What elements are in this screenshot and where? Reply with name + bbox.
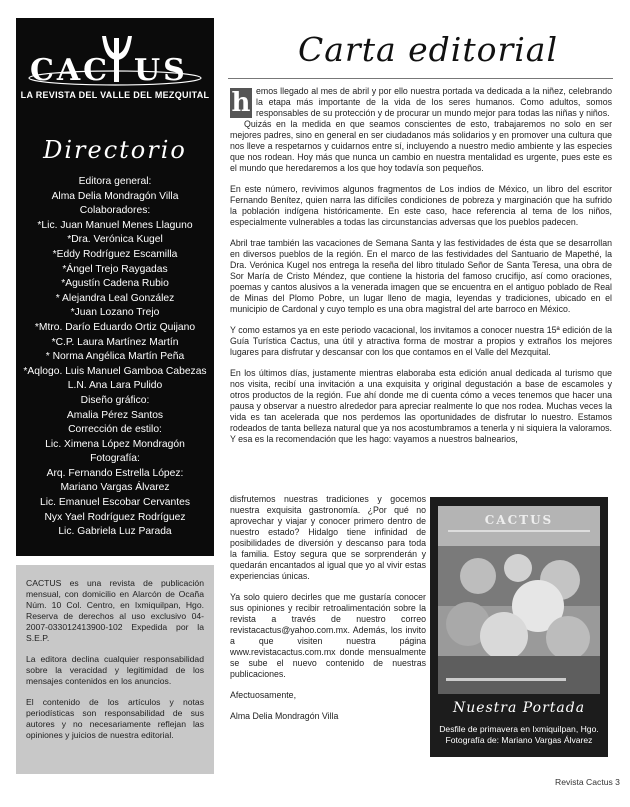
responsibility-text: El contenido de los artículos y notas periodísticas son responsabilidad de sus autores y no necesariamente reflejan las opiniones y juicios de nuestra editorial. [26,697,204,740]
publication-info-box [16,565,214,774]
article-paragraph: En los últimos días, justamente mientras elaboraba esta edición anual dedicada al turismo que nos visita, recibí una invitación a una exquisita y original degustación a base de escamoles y otros productos de la región. Fue ahí donde me di cuenta cómo a veces tenemos que hacer una pausa y observar a nuestro alrededor para apreciar realmente lo que nos rodea. Muchas veces la vida es tan acelerada que nos perdemos las oportunidades de disfrutar lo nuestro. Estamos rodeados de tanta belleza natural que ya nos acostumbramos a tenerla y ni siquiera la valoramos. Y esa es la recomendación que les hago: vayamos a nuestros balnearios, [230,368,612,444]
directory-entry: *C.P. Laura Martínez Martín [51,336,179,348]
title-divider [228,78,613,79]
directory-entry: *Mtro. Darío Eduardo Ortiz Quijano [34,321,196,333]
directory-entry: Nyx Yael Rodríguez Rodríguez [44,511,186,523]
directory-entry: *Juan Lozano Trejo [70,307,160,319]
article-body [230,86,612,455]
directory-title: Directorio [43,136,187,164]
directory-entry: * Norma Angélica Martín Peña [45,351,185,363]
article-paragraph: Ya solo quiero decirles que me gustaría conocer sus opiniones y recibir retroalimentación sobre la revista a través de nuestro correo revistacactus@yahoo.com.mx. Además, los invito a que visiten nuestra página www.revistacactus.com.mx donde mensualmente se sube el nuevo contenido de nuestras publicaciones. [230,592,426,679]
cover-panel [430,497,608,757]
directory-entry: Editora general: [78,176,152,187]
directory-entry: *Dra. Verónica Kugel [67,234,163,246]
svg-text:US: US [134,53,188,88]
directory-entry: Fotografía: [90,453,140,465]
cover-caption [434,724,604,745]
cover-caption-line: Desfile de primavera en Ixmiquilpan, Hgo. [439,724,599,734]
cover-photo-graphic [438,506,600,694]
article-title: Carta editorial [298,30,559,69]
cactus-logo-graphic [22,30,208,90]
directory-entry: *Ángel Trejo Raygadas [62,263,168,275]
drop-cap: h [231,88,251,118]
directory-panel [16,18,214,556]
directory-entry: *Agustín Cadena Rubio [61,278,169,290]
svg-text:CAC: CAC [30,53,111,88]
article-body-lower [230,494,426,732]
disclaimer-text: La editora declina cualquier responsabilidad sobre la veracidad y legitimidad de los mensajes contenidos en los anuncios. [26,654,204,686]
directory-entry: Alma Delia Mondragón Villa [51,190,179,202]
publication-info-text: CACTUS es una revista de publicación mensual, con domicilio en Alarcón de Ocaña Núm. 10 Col. Centro, en Ixmiquilpan, Hgo. Reserva de derechos al uso exclusivo 04-2007-033012413900-102 Expedida por la S.E.P. [26,578,204,643]
directory-entry: Amalia Pérez Santos [66,409,164,421]
signature: Alma Delia Mondragón Villa [230,711,339,721]
page-footer: Revista Cactus 3 [555,777,620,787]
cactus-logo [22,30,208,90]
directory-entry: * Alejandra Leal González [55,292,175,304]
directory-entry: Colaboradores: [79,205,151,217]
cover-title: Nuestra Portada [452,700,586,716]
directory-entry: *Lic. Juan Manuel Menes Llaguno [37,219,193,231]
article-paragraph: Quizás en la medida en que seamos conscientes de esto, trabajaremos no solo en ser mejores padres, sino en general en ser ciudadanos más solidarios y en promover una cultura que nos lleve a respetarnos y cuidarnos entre sí, incluyendo a nuestro medio ambiente y las especies que nos rodean. Hoy más que nunca un cambio en nuestra mentalidad es urgente, pues este es el mundo que heredaremos a los que hoy todavía son pequeños. [230,119,612,173]
directory-entry: Lic. Ximena López Mondragón [45,438,185,450]
article-paragraph: h emos llegado al mes de abril y por ello nuestra portada va dedicada a la niñez, celebrando la etapa más importante de la vida de los seres humanos. Como adultos, somos responsables de su protección y de procurar un mundo mejor para todas las niñas y niños. [231,86,612,118]
directory-entry: Diseño gráfico: [80,394,150,406]
directory-entry: Arq. Fernando Estrella López: [46,467,184,479]
cover-caption-line: Fotografía de: Mariano Vargas Álvarez [445,734,593,745]
closing-line: Afectuosamente, [230,690,297,700]
directory-entry: Lic. Gabriela Luz Parada [58,526,172,538]
article-paragraph: Y como estamos ya en este periodo vacacional, los invitamos a conocer nuestra 15ª edición de la Guía Turística Cactus, una útil y atractiva forma de mostrar a propios y extraños los mejores lugares para disfrutar y descansar con los que contamos en el Valle del Mezquital. [230,325,612,357]
directory-entry: *Eddy Rodríguez Escamilla [52,248,178,260]
svg-text:CACTUS: CACTUS [484,513,554,527]
directory-entry: Lic. Emanuel Escobar Cervantes [40,497,190,509]
cover-photo [438,506,600,694]
article-paragraph: En este número, revivimos algunos fragmentos de Los indios de México, un libro del escritor Fernando Benítez, quien narra las difíciles condiciones de pobreza y marginación que ha sufrido la población indígena históricamente. En este caso, hace referencia al tema de los niños, especialmente vulnerables a todas las circunstancias adversas que los pueblos padecen. [230,184,612,227]
article-paragraph: Abril trae también las vacaciones de Semana Santa y las festividades de ésta que se desarrollan en diversos pueblos de la región. En el marco de las festividades del Santuario de Mapethé, la Dra. Verónica Kugel nos entrega la reseña del libro titulado Señor de Santa Teresa, una obra de Sor María de Cristo Méndez, que contiene la historia del famoso crucifijo, así como oraciones, poemas y cantos alusivos a la venerada imagen que se encuentra en el antiguo poblado de Real de Minas del Plomo Pobre, un lugar lleno de magia, leyendas y tradiciones, ubicado en el municipio de Cardonal y cuyo templo es una obra magistral del arte barroco en México. [230,238,612,314]
directory-list [16,175,214,540]
directory-entry: Corrección de estilo: [68,424,162,436]
directory-entry: Mariano Vargas Álvarez [60,482,170,494]
directory-entry: *Aqlogo. Luis Manuel Gamboa Cabezas [23,365,207,377]
article-paragraph: disfrutemos nuestras tradiciones y gocemos nuestra exquisita gastronomía. ¿Por qué no aprovechar y viajar y conocer primero dentro de nuestro estado? Hidalgo tiene infinidad de posibilidades de diversión y descanso para toda la familia. Estoy segura que se sorprenderán y quedarán encantados al igual que yo al vivir estas experiencias únicas. [230,494,426,581]
magazine-tagline: LA REVISTA DEL VALLE DEL MEZQUITAL [20,90,210,100]
directory-entry: L.N. Ana Lara Pulido [67,380,163,392]
